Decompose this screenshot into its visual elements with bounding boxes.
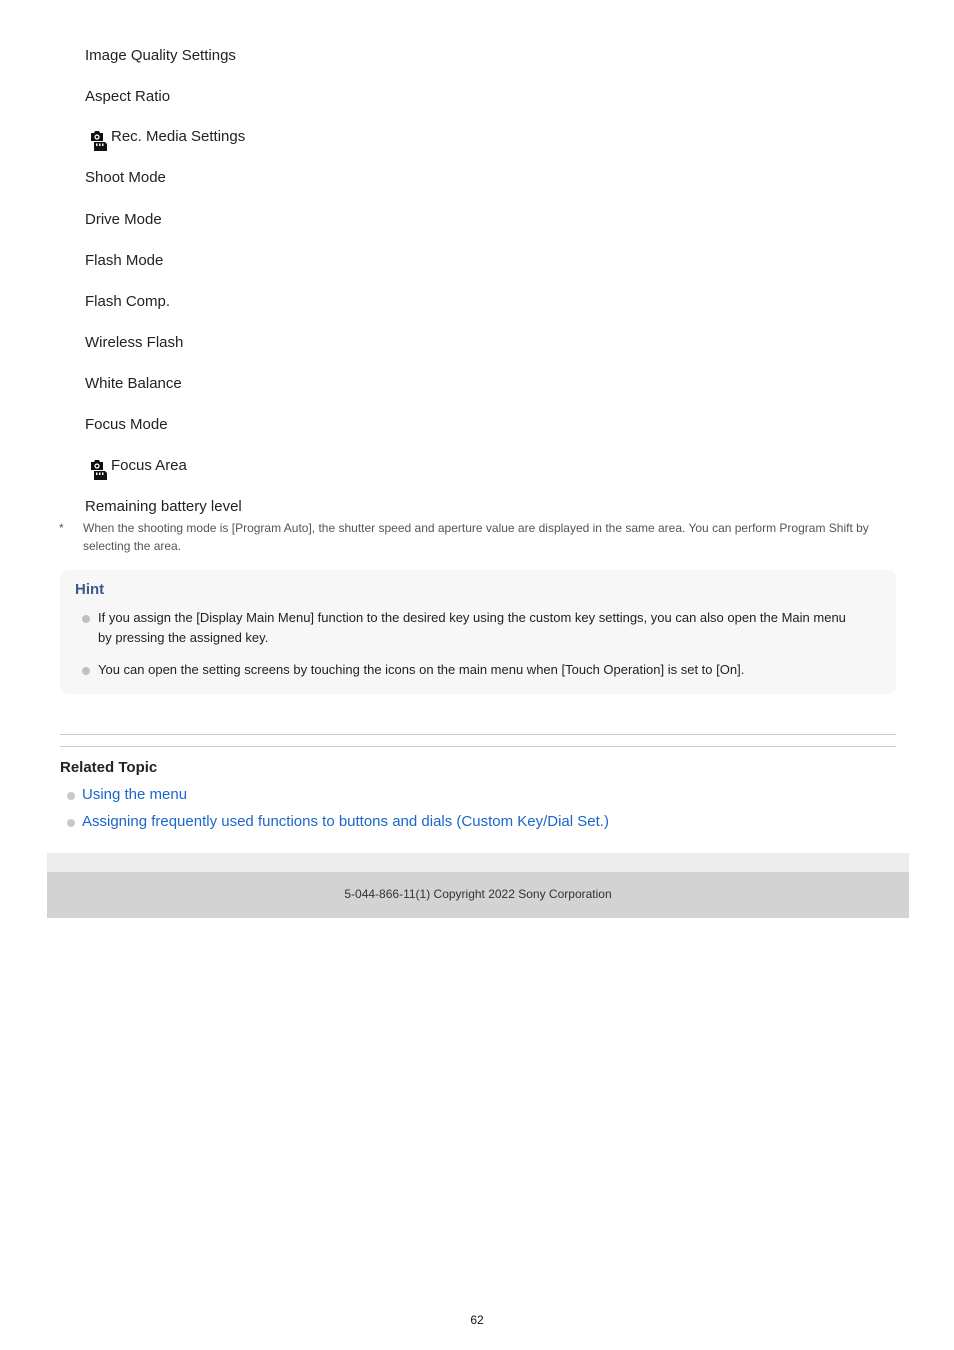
- list-item: [0, 455, 600, 479]
- footer-band: [47, 853, 909, 872]
- footnote-mark: *: [59, 521, 64, 535]
- divider: [60, 746, 896, 747]
- item-label: Focus Area: [111, 457, 187, 474]
- hint-text: You can open the setting screens by touching the icons on the main menu when [Touch Operation] is set to [On].: [98, 662, 745, 677]
- related-topic-heading: Related Topic: [60, 759, 158, 776]
- related-link-custom-key[interactable]: Assigning frequently used functions to buttons and dials (Custom Key/Dial Set.): [82, 813, 609, 830]
- related-topic-item: [67, 812, 609, 832]
- footer: [47, 872, 909, 918]
- footnote-text: When the shooting mode is [Program Auto], the shutter speed and aperture value are displayed in the same area. You can perform Program Shift by selecting the area.: [83, 521, 869, 553]
- item-label: Focus Mode: [85, 416, 168, 433]
- list-item: [0, 45, 600, 69]
- bullet-icon: [82, 667, 90, 675]
- item-label: Flash Comp.: [85, 293, 171, 310]
- camera-memory-card-icon: [88, 458, 108, 480]
- list-item: [0, 373, 600, 397]
- page-number: 62: [470, 1313, 484, 1327]
- bullet-icon: [67, 819, 75, 827]
- hint-item: [82, 660, 862, 680]
- item-label: Wireless Flash: [85, 334, 184, 351]
- hint-item: [82, 608, 862, 648]
- list-item: [0, 86, 600, 110]
- list-item: [0, 496, 600, 520]
- bullet-icon: [67, 792, 75, 800]
- hint-box: [60, 570, 896, 694]
- hint-text: If you assign the [Display Main Menu] function to the desired key using the custom key settings, you can also open the Main menu by pressing the assigned key.: [98, 610, 846, 645]
- list-item: [0, 209, 600, 233]
- item-label: Rec. Media Settings: [111, 128, 246, 145]
- copyright-text: 5-044-866-11(1) Copyright 2022 Sony Corporation: [344, 887, 612, 901]
- list-item: [0, 126, 600, 150]
- footnote: [59, 519, 889, 555]
- camera-memory-card-icon: [88, 129, 108, 151]
- related-link-using-menu[interactable]: Using the menu: [82, 786, 188, 803]
- item-label: Shoot Mode: [85, 169, 166, 186]
- item-label: Image Quality Settings: [85, 47, 236, 64]
- hint-title: Hint: [75, 581, 105, 598]
- list-item: [0, 291, 600, 315]
- divider: [60, 734, 896, 735]
- list-item: [0, 414, 600, 438]
- list-item: [0, 332, 600, 356]
- list-item: [0, 167, 600, 191]
- item-label: Drive Mode: [85, 211, 162, 228]
- item-label: Aspect Ratio: [85, 88, 171, 105]
- item-label: White Balance: [85, 375, 182, 392]
- item-label: Remaining battery level: [85, 498, 242, 515]
- list-item: [0, 250, 600, 274]
- item-label: Flash Mode: [85, 252, 164, 269]
- related-topic-item: [67, 785, 187, 805]
- bullet-icon: [82, 615, 90, 623]
